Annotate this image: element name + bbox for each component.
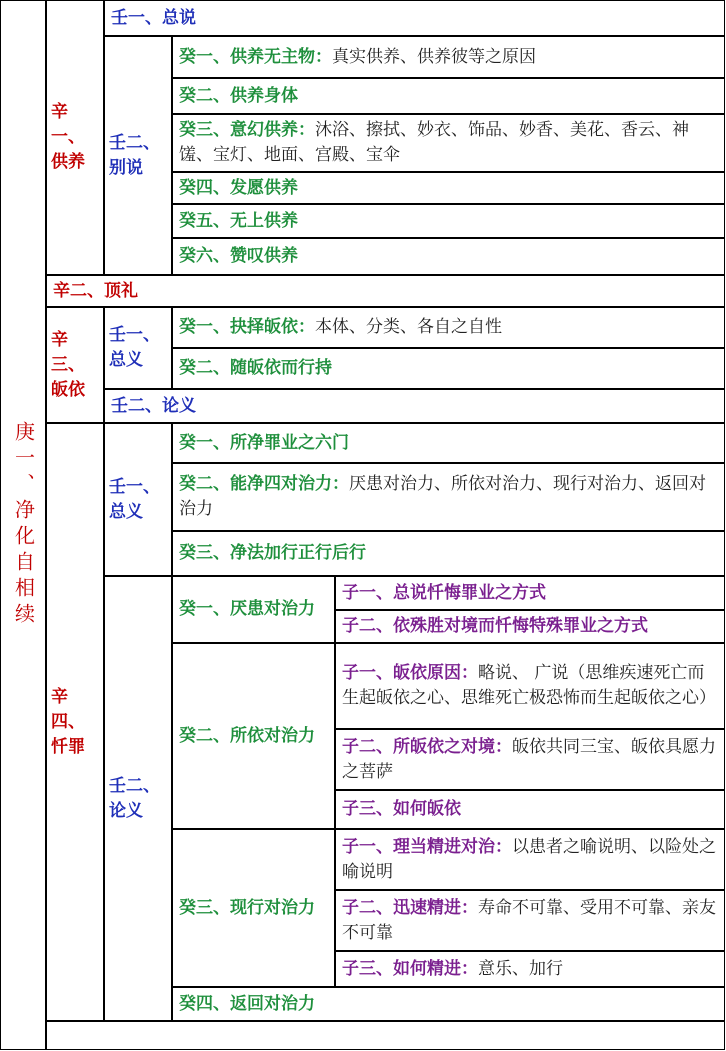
xin1-gui6-cell <box>172 238 725 275</box>
xin4-b1-z1-title: 子一、总说忏悔罪业之方式 <box>342 582 546 603</box>
xin2-cell <box>46 275 725 307</box>
xin4-b1-z2-title: 子二、依殊胜对境而忏悔特殊罪业之方式 <box>342 616 648 636</box>
xin4-ren2-cell <box>104 576 172 1021</box>
xin3-ren1-cell <box>104 307 172 389</box>
xin4-ren2-label: 壬二、论义 <box>109 775 160 821</box>
xin4-ren1-cell <box>104 423 172 576</box>
xin4-a2-desc: 厌患对治力、所依对治力、现行对治力、返回对治力 <box>179 474 706 519</box>
xin4-a1-title: 癸一、所净罪业之六门 <box>179 432 349 453</box>
empty-bottom-row <box>46 1021 725 1050</box>
xin4-b1-cell <box>172 576 335 643</box>
xin3-gui2-title: 癸二、随皈依而行持 <box>179 358 332 378</box>
xin1-gui3-cell <box>172 114 725 172</box>
geng-cell <box>0 0 46 1050</box>
xin1-ren2-label: 壬二、别说 <box>109 132 160 178</box>
xin4-a2-cell <box>172 463 725 531</box>
xin4-a3-title: 癸三、净法加行正行后行 <box>179 543 366 563</box>
xin3-label: 辛三、皈依 <box>51 329 85 400</box>
xin1-gui1-desc: 真实供养、供养彼等之原因 <box>332 46 536 67</box>
xin4-b3-z3-cell <box>335 951 725 987</box>
xin4-b3-z3-title: 子三、如何精进： <box>342 958 478 979</box>
xin1-gui5-cell <box>172 204 725 238</box>
xin4-b3-z1-desc: 以患者之喻说明、以险处之喻说明 <box>342 836 716 882</box>
xin4-b1-title: 癸一、厌患对治力 <box>179 599 315 619</box>
xin3-gui2-cell <box>172 348 725 389</box>
xin3-gui1-desc: 本体、分类、各自之自性 <box>315 317 502 337</box>
xin4-b2-cell <box>172 643 335 829</box>
xin1-gui1-cell <box>172 36 725 78</box>
xin1-gui2-title: 癸二、供养身体 <box>179 85 298 106</box>
xin4-b2-z3-cell <box>335 790 725 829</box>
xin4-b4-title: 癸四、返回对治力 <box>179 993 315 1014</box>
xin4-b3-z2-desc: 寿命不可靠、受用不可靠、亲友不可靠 <box>342 897 716 943</box>
xin4-b2-title: 癸二、所依对治力 <box>179 725 315 746</box>
xin4-a3-cell <box>172 531 725 576</box>
xin4-b3-z2-cell <box>335 890 725 951</box>
xin3-cell <box>46 307 104 423</box>
xin3-gui1-title: 癸一、抉择皈依： <box>179 317 315 337</box>
xin1-ren1-cell <box>104 0 725 36</box>
xin1-gui4-title: 癸四、发愿供养 <box>179 177 298 198</box>
xin1-gui1-title: 癸一、供养无主物： <box>179 46 332 67</box>
xin4-b2-z2-title: 子二、所皈依之对境： <box>342 736 512 757</box>
xin4-b2-z1-cell <box>335 643 725 729</box>
xin4-b3-z3-desc: 意乐、加行 <box>478 958 563 979</box>
xin4-b3-cell <box>172 829 335 987</box>
xin3-gui1-cell <box>172 307 725 348</box>
xin4-b2-z1-title: 子一、皈依原因： <box>342 663 478 683</box>
xin4-b2-z1-desc: 略说、 广说（思维疾速死亡而生起皈依之心、思维死亡极恐怖而生起皈依之心） <box>342 663 716 708</box>
xin1-ren2-cell <box>104 36 172 275</box>
geng-title: 庚一、净化自相续 <box>11 421 36 629</box>
xin3-ren2-cell <box>104 389 725 423</box>
xin4-b2-z2-desc: 皈依共同三宝、皈依具愿力之菩萨 <box>342 736 716 782</box>
xin1-gui5-title: 癸五、无上供养 <box>179 210 298 231</box>
xin4-b3-title: 癸三、现行对治力 <box>179 897 315 918</box>
xin4-b3-z1-cell <box>335 829 725 890</box>
xin1-gui6-title: 癸六、赞叹供养 <box>179 246 298 266</box>
xin1-gui3-title: 癸三、意幻供养： <box>179 120 315 140</box>
xin3-ren1-label: 壬一、总义 <box>109 325 160 370</box>
xin4-ren1-label: 壬一、总义 <box>109 476 160 522</box>
xin4-a1-cell <box>172 423 725 463</box>
xin4-b3-z1-title: 子一、理当精进对治： <box>342 836 512 857</box>
xin3-ren2-label: 壬二、论义 <box>111 395 196 416</box>
xin4-label: 辛四、忏罪 <box>51 686 85 757</box>
xin4-a2-title: 癸二、能净四对治力： <box>179 474 349 494</box>
xin4-cell <box>46 423 104 1021</box>
xin1-cell <box>46 0 104 275</box>
xin4-b1-z2-cell <box>335 610 725 643</box>
xin4-b4-cell <box>172 987 725 1021</box>
xin1-gui2-cell <box>172 78 725 114</box>
xin4-b2-z2-cell <box>335 729 725 790</box>
xin2-label: 辛二、顶礼 <box>53 280 138 301</box>
xin1-ren1-label: 壬一、总说 <box>111 7 196 28</box>
xin1-gui4-cell <box>172 172 725 204</box>
xin1-gui3-desc: 沐浴、擦拭、妙衣、饰品、妙香、美花、香云、神馐、宝灯、地面、宫殿、宝伞 <box>179 120 689 165</box>
xin4-b3-z2-title: 子二、迅速精进： <box>342 897 478 918</box>
xin4-b1-z1-cell <box>335 576 725 610</box>
xin1-label: 辛一、供养 <box>51 102 85 172</box>
xin4-b2-z3-title: 子三、如何皈依 <box>342 799 461 819</box>
